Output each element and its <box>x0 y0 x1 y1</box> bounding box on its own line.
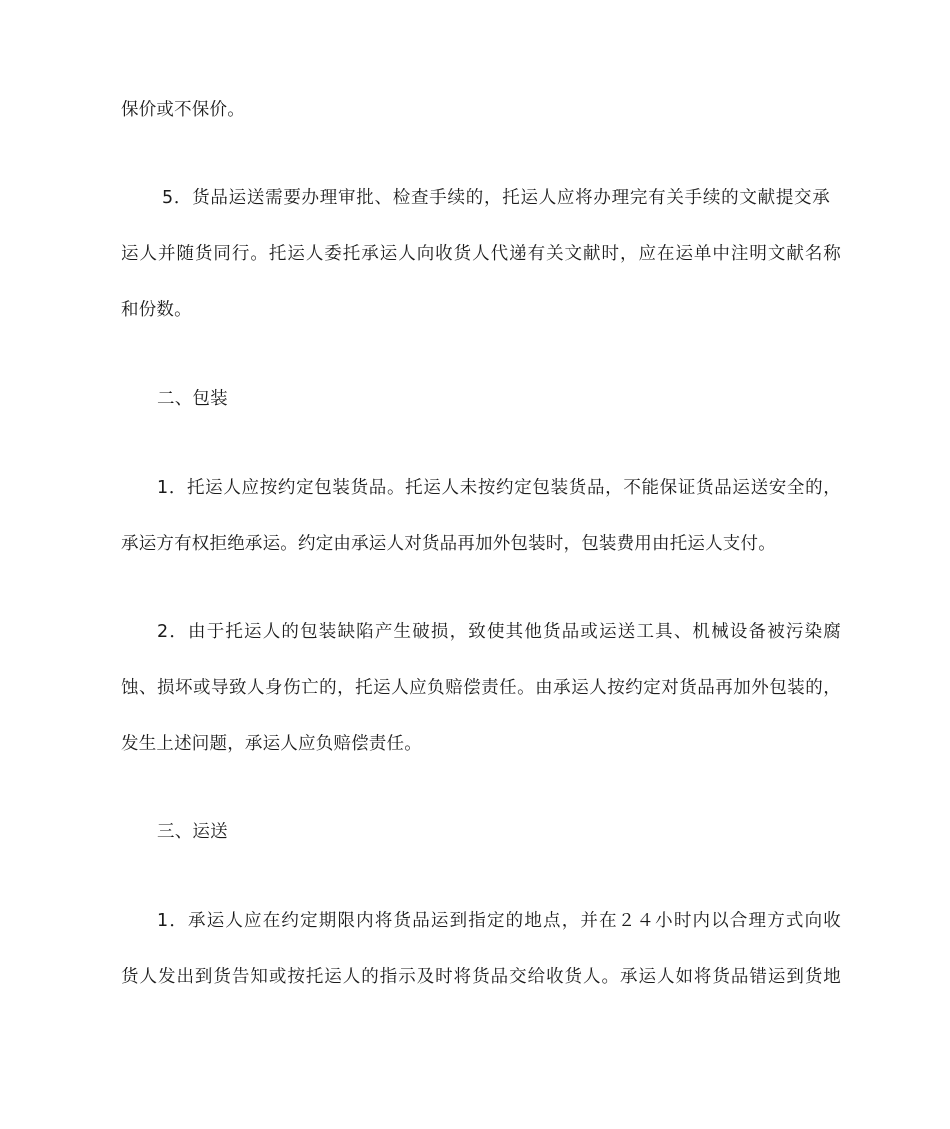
text-line: 货人发出到货告知或按托运人的指示及时将货品交给收货人。承运人如将货品错运到货地 <box>121 967 841 987</box>
text-line: 和份数。 <box>121 300 192 320</box>
text-line: 承运方有权拒绝承运。约定由承运人对货品再加外包装时，包装费用由托运人支付。 <box>121 534 776 554</box>
text-line: 运人并随货同行。托运人委托承运人向收货人代递有关文献时，应在运单中注明文献名称 <box>121 244 841 264</box>
text-line: 2．由于托运人的包装缺陷产生破损，致使其他货品或运送工具、机械设备被污染腐 <box>157 622 841 642</box>
section-heading: 三、运送 <box>157 822 228 842</box>
text-line: 保价或不保价。 <box>121 100 245 120</box>
text-line: 发生上述问题，承运人应负赔偿责任。 <box>121 734 422 754</box>
text-line: 1．承运人应在约定期限内将货品运到指定的地点，并在２４小时内以合理方式向收 <box>157 911 841 931</box>
text-line: 5．货品运送需要办理审批、检查手续的，托运人应将办理完有关手续的文献提交承 <box>162 188 830 208</box>
text-line: 蚀、损坏或导致人身伤亡的，托运人应负赔偿责任。由承运人按约定对货品再加外包装的， <box>121 678 841 698</box>
section-heading: 二、包装 <box>157 389 228 409</box>
text-line: 1．托运人应按约定包装货品。托运人未按约定包装货品，不能保证货品运送安全的， <box>157 478 841 498</box>
